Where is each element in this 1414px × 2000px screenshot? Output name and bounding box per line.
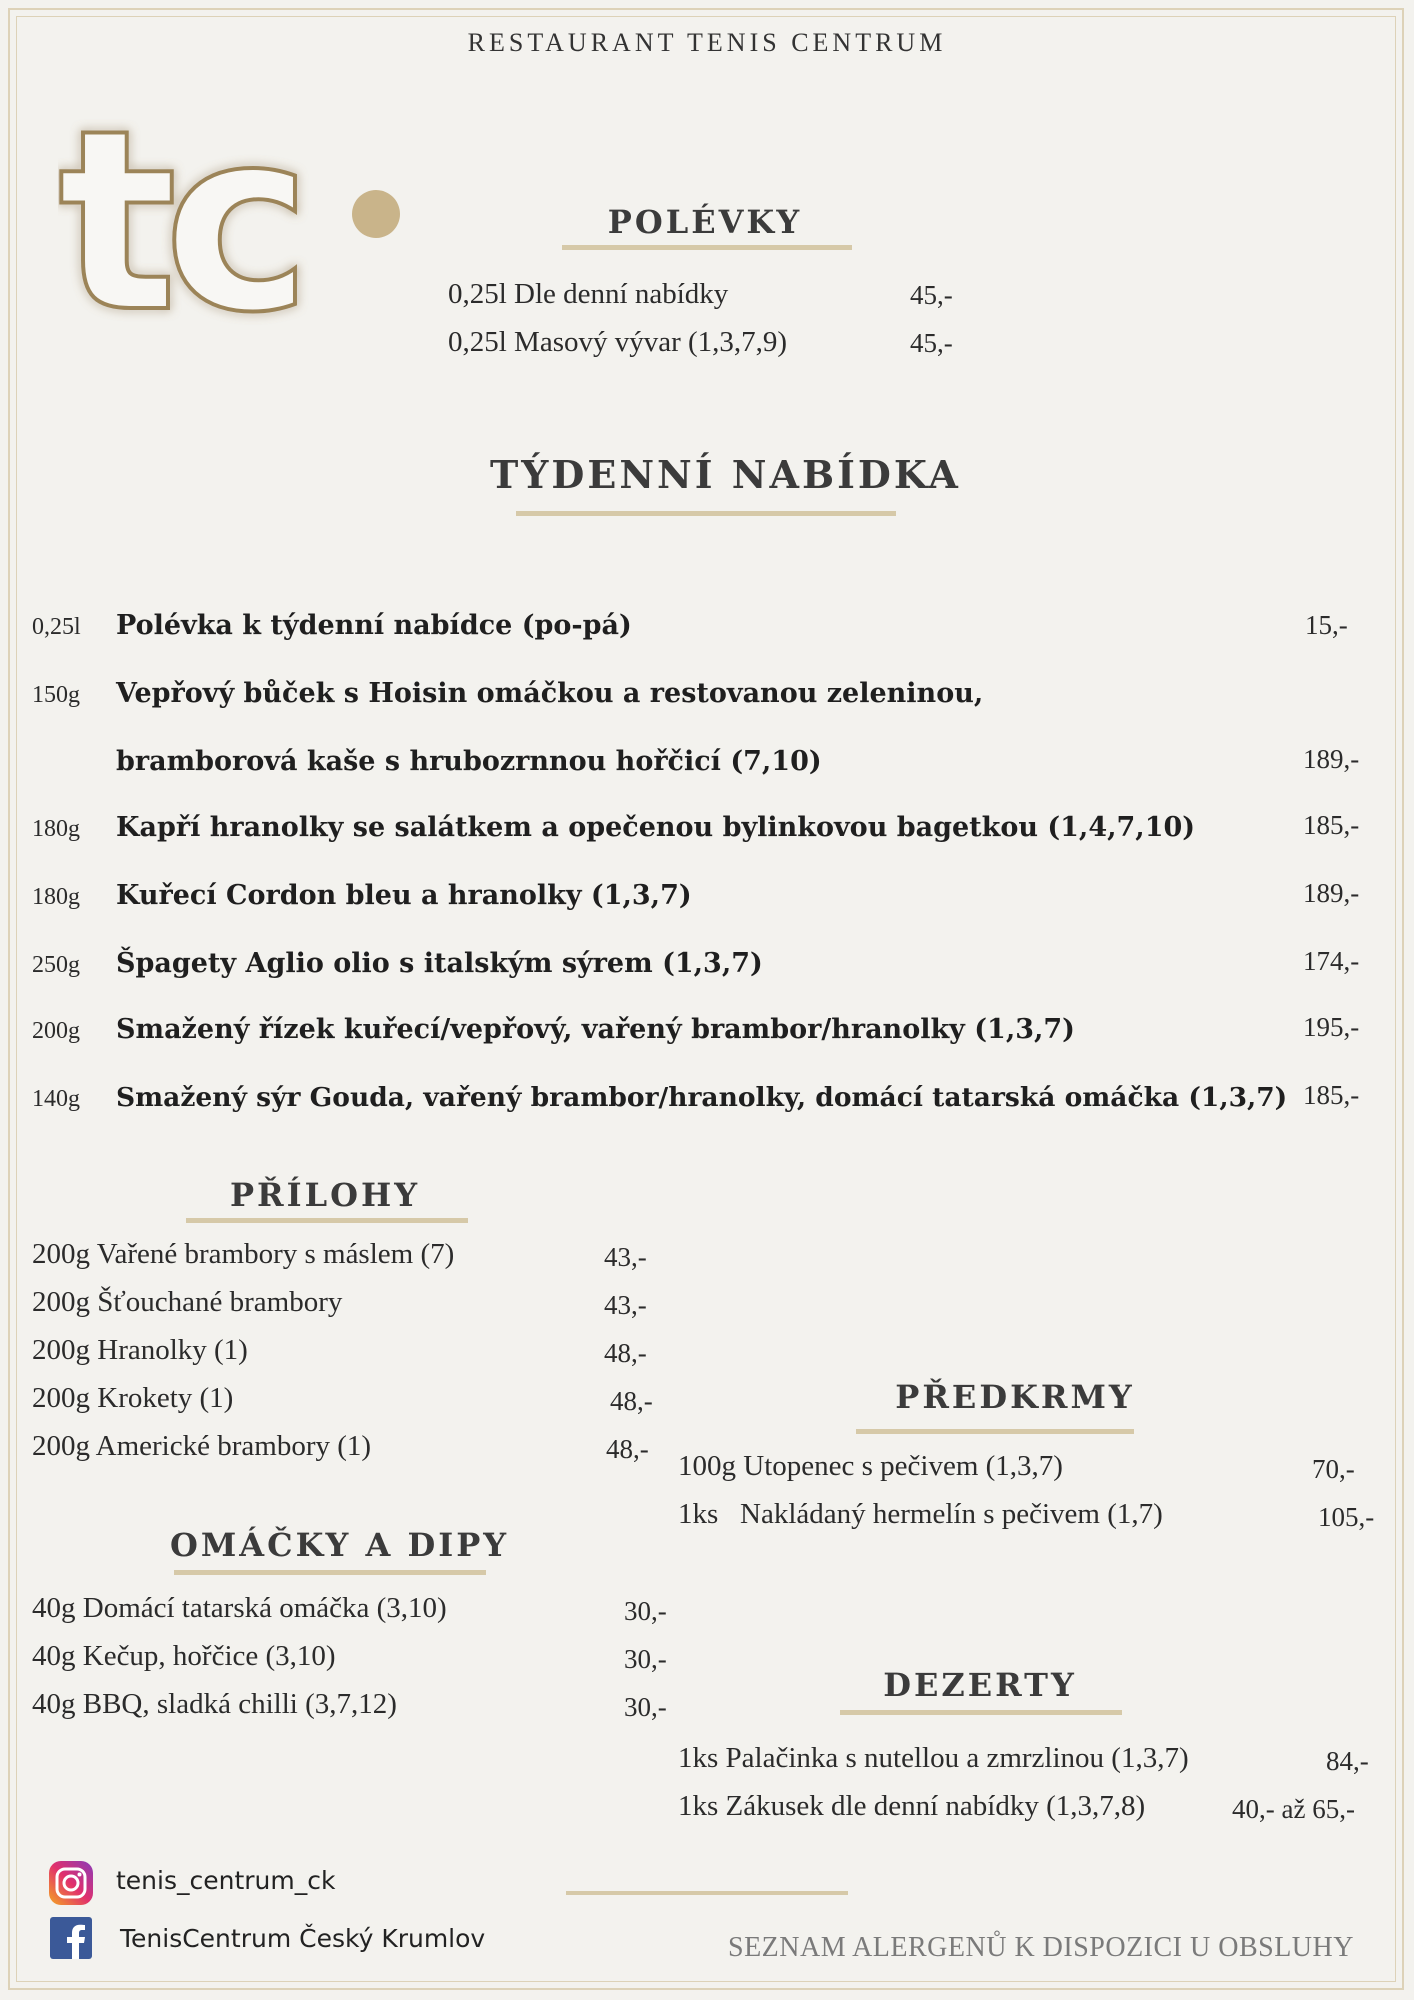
priloha-item-name: 200g Šťouchané brambory: [32, 1286, 343, 1318]
instagram-handle[interactable]: tenis_centrum_ck: [116, 1866, 336, 1895]
omacka-item-price: 30,-: [624, 1692, 667, 1722]
priloha-item-price: 48,-: [604, 1338, 647, 1368]
heading-prilohy: PŘÍLOHY: [229, 1176, 421, 1214]
dezert-item-price: 40,- až 65,-: [1232, 1794, 1355, 1824]
heading-tydenni-nabidka: TÝDENNÍ NABÍDKA: [490, 452, 961, 497]
polevka-item-name: 0,25l Masový vývar (1,3,7,9): [448, 326, 788, 358]
heading-predkrmy: PŘEDKRMY: [895, 1378, 1135, 1416]
tc-logo: [58, 88, 418, 328]
priloha-item-name: 200g Americké brambory (1): [32, 1430, 372, 1462]
dezert-item-name: 1ks Palačinka s nutellou a zmrzlinou (1,3,7): [678, 1742, 1189, 1774]
priloha-item-name: 200g Vařené brambory s máslem (7): [32, 1238, 455, 1270]
weekly-item-price: 15,-: [1305, 610, 1348, 640]
heading-polevky: POLÉVKY: [607, 203, 803, 241]
polevka-item-price: 45,-: [910, 328, 953, 358]
weekly-item-name: Polévka k týdenní nabídce (po-pá): [116, 610, 632, 641]
rule-polevky: [562, 245, 852, 250]
polevka-item-name: 0,25l Dle denní nabídky: [448, 278, 729, 310]
priloha-item-price: 43,-: [604, 1242, 647, 1272]
weekly-item-price: 185,-: [1303, 1080, 1360, 1110]
weekly-item-price: 174,-: [1303, 946, 1360, 976]
weekly-item-name-line2: bramborová kaše s hrubozrnnou hořčicí (7,10): [116, 746, 822, 777]
weekly-item-name: Špagety Aglio olio s italským sýrem (1,3,7): [116, 948, 763, 979]
priloha-item-name: 200g Hranolky (1): [32, 1334, 248, 1366]
weekly-item-weight: 150g: [32, 682, 80, 708]
facebook-icon: [50, 1917, 92, 1959]
rule-tydenni: [516, 511, 896, 516]
weekly-item-price: 189,-: [1303, 744, 1360, 774]
instagram-icon: [48, 1860, 94, 1906]
logo-text: tc: [58, 88, 298, 328]
weekly-item-weight: 180g: [32, 816, 80, 842]
predkrm-item-name: 1ks Nakládaný hermelín s pečivem (1,7): [678, 1498, 1163, 1530]
weekly-item-weight: 140g: [32, 1086, 80, 1112]
weekly-item-weight: 180g: [32, 884, 80, 910]
rule-dezerty: [840, 1710, 1122, 1715]
weekly-item-name: Kapří hranolky se salátkem a opečenou bylinkovou bagetkou (1,4,7,10): [116, 812, 1196, 843]
rule-footer: [566, 1891, 848, 1895]
heading-omacky-a-dipy: OMÁČKY A DIPY: [170, 1526, 510, 1564]
rule-omacky: [174, 1570, 486, 1575]
omacka-item-name: 40g Kečup, hořčice (3,10): [32, 1640, 336, 1672]
rule-predkrmy: [856, 1429, 1134, 1434]
priloha-item-price: 48,-: [606, 1434, 649, 1464]
weekly-item-name: Smažený řízek kuřecí/vepřový, vařený brambor/hranolky (1,3,7): [116, 1014, 1075, 1045]
weekly-item-weight: 250g: [32, 952, 80, 978]
omacka-item-name: 40g Domácí tatarská omáčka (3,10): [32, 1592, 447, 1624]
priloha-item-price: 43,-: [604, 1290, 647, 1320]
weekly-item-price: 185,-: [1303, 810, 1360, 840]
priloha-item-name: 200g Krokety (1): [32, 1382, 234, 1414]
polevka-item-price: 45,-: [910, 280, 953, 310]
weekly-item-name: Vepřový bůček s Hoisin omáčkou a restovanou zeleninou,: [116, 678, 984, 709]
weekly-item-weight: 200g: [32, 1018, 80, 1044]
weekly-item-price: 189,-: [1303, 878, 1360, 908]
weekly-item-weight: 0,25l: [32, 614, 81, 640]
omacka-item-name: 40g BBQ, sladká chilli (3,7,12): [32, 1688, 397, 1720]
dezert-item-name: 1ks Zákusek dle denní nabídky (1,3,7,8): [678, 1790, 1146, 1822]
weekly-item-price: 195,-: [1303, 1012, 1360, 1042]
predkrm-item-price: 70,-: [1312, 1454, 1355, 1484]
omacka-item-price: 30,-: [624, 1644, 667, 1674]
rule-prilohy: [186, 1218, 468, 1223]
restaurant-name: RESTAURANT TENIS CENTRUM: [467, 28, 947, 57]
omacka-item-price: 30,-: [624, 1596, 667, 1626]
predkrm-item-price: 105,-: [1318, 1502, 1375, 1532]
weekly-item-name: Smažený sýr Gouda, vařený brambor/hranolky, domácí tatarská omáčka (1,3,7): [116, 1082, 1288, 1113]
heading-dezerty: DEZERTY: [883, 1666, 1077, 1704]
predkrm-item-name: 100g Utopenec s pečivem (1,3,7): [678, 1450, 1063, 1482]
priloha-item-price: 48,-: [610, 1386, 653, 1416]
dezert-item-price: 84,-: [1326, 1746, 1369, 1776]
allergen-notice: SEZNAM ALERGENŮ K DISPOZICI U OBSLUHY: [728, 1932, 1354, 1963]
facebook-page[interactable]: TenisCentrum Český Krumlov: [120, 1924, 486, 1953]
weekly-item-name: Kuřecí Cordon bleu a hranolky (1,3,7): [116, 880, 692, 911]
